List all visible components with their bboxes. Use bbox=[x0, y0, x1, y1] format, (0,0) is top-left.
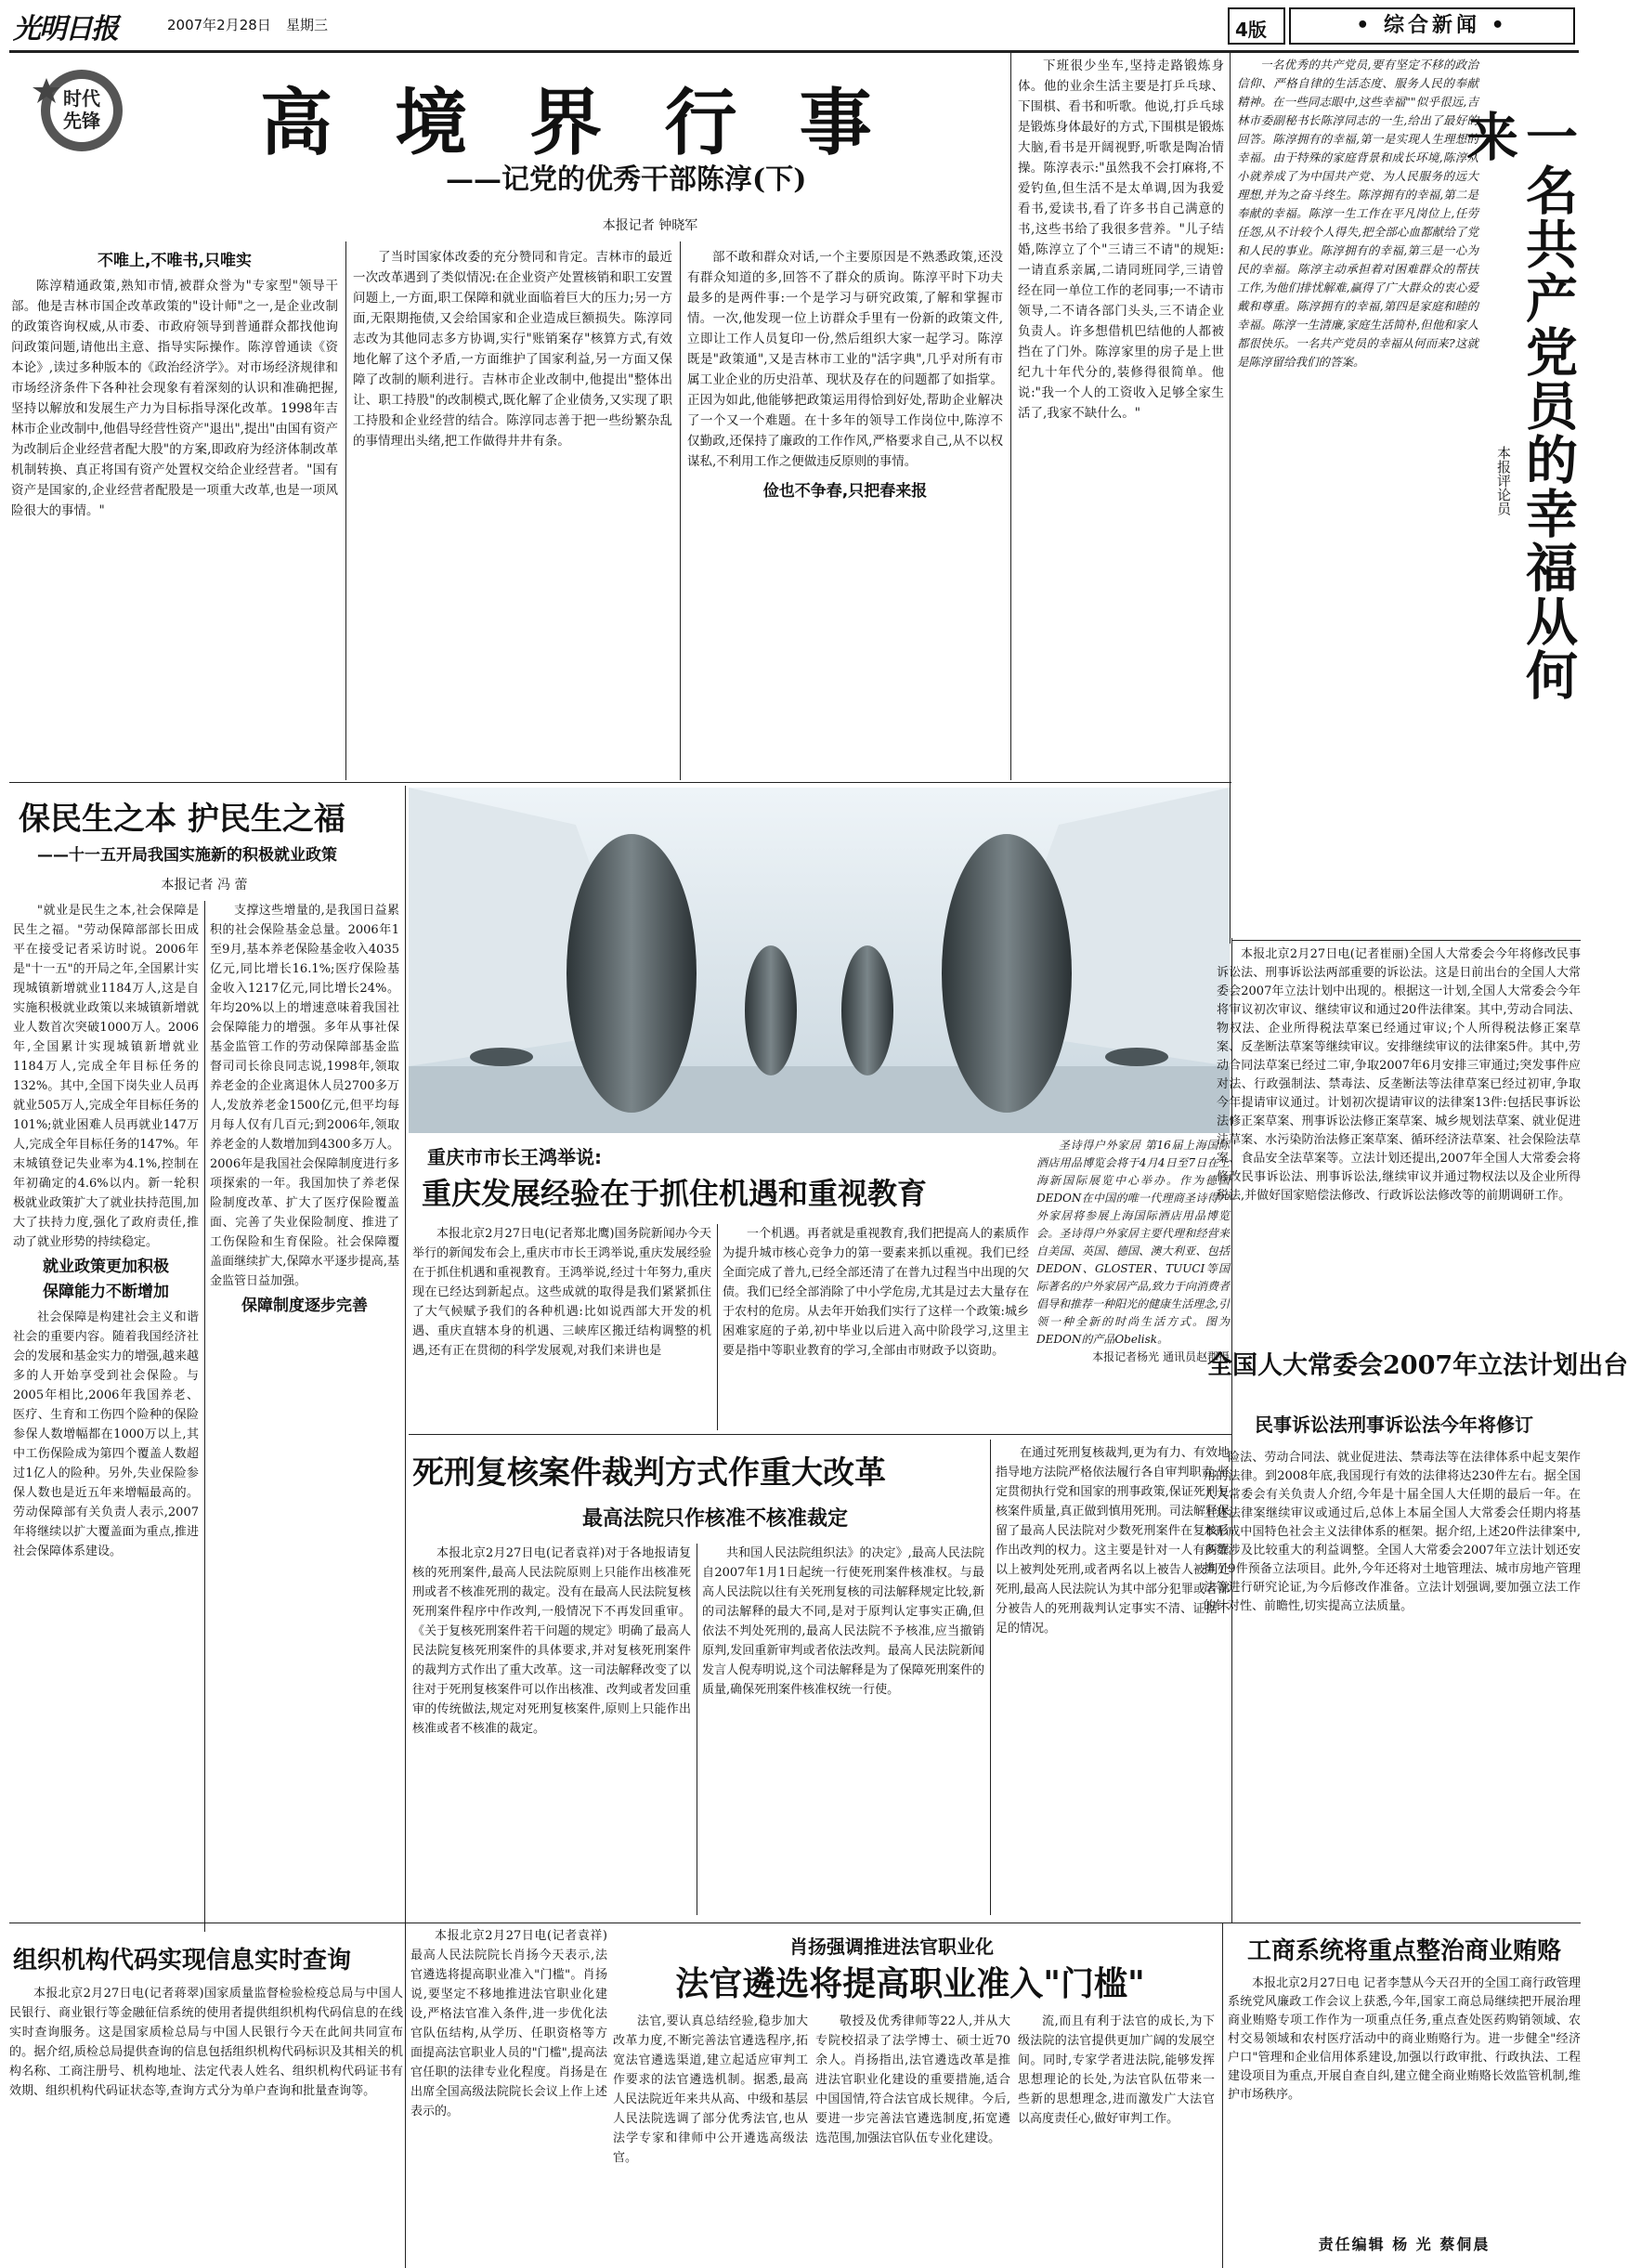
paper-name: 光明日报 bbox=[13, 13, 117, 46]
death-penalty-col-2-text: 共和国人民法院组织法》的决定》,最高人民法院自2007年1月1日起统一行使死刑案件核准权。与最高人民法院以往有关死刑复核的司法解释规定比较,新的司法解释的最大不同,是对于原判认定事实正确,但依法不判处死刑的,最高人民法院不予核准,应当撤销原判,发回重新审判或者依法改判。最高人民法院新闻发言人倪寿明说,这个司法解释是为了保障死刑案件的质量,确保死刑案件核准权统一行使。 bbox=[702, 1546, 984, 1697]
org-code-headline: 组织机构代码实现信息实时查询 bbox=[13, 1947, 352, 1975]
death-penalty-story bbox=[409, 1440, 1231, 1919]
commentary-text: 一名优秀的共产党员,要有坚定不移的政治信仰、严格自律的生活态度、服务人民的奉献精神。在一些同志眼中,这些幸福""似乎很远,吉林市委副秘书长陈淳同志的一生,给出了最好的回答。陈淳拥有的幸福,第一是实现人生理想的幸福。由于特殊的家庭背景和成长环境,陈淳从小就养成了为中国共产党、为人民服务的远大理想,并为之奋斗终生。陈淳拥有的幸福,第二是奉献的幸福。陈淳一生工作在平凡岗位上,任劳任怨,从不计较个人得失,把全部心血都献给了党和人民的事业。陈淳拥有的幸福,第三是一心为民的幸福。陈淳主动承担着对困难群众的帮扶工作,为他们排忧解难,赢得了广大群众的衷心爱戴和尊重。陈淳拥有的幸福,第四是家庭和睦的幸福。陈淳一生清廉,家庭生活简朴,但他和家人都很快乐。一名共产党员的幸福从何而来?这就是陈淳留给我们的答案。 bbox=[1237, 58, 1478, 369]
employment-story bbox=[9, 786, 401, 1937]
lead-subheadline: ——记党的优秀干部陈淳(下) bbox=[446, 163, 807, 196]
employment-subhead-1: 就业政策更加积极 bbox=[43, 1258, 169, 1276]
lead-subhead-1: 不唯上,不唯书,只唯实 bbox=[98, 252, 252, 270]
commentary-bottom-rule bbox=[1231, 940, 1581, 941]
legislation-subheadline: 民事诉讼法刑事诉讼法今年将修订 bbox=[1255, 1414, 1533, 1436]
employment-col-3-text: 社会保障是构建社会主义和谐社会的重要内容。随着我国经济社会的发展和基金实力的增强,越来越多的人开始享受到社会保险。与2005年相比,2006年我国养老、医疗、生育和工伤四个险种的保险参保人数增幅都在1000万以上,其中工伤保险成为第四个覆盖人数超过1亿人的险种。另外,失业保险参保人数也是近五年来增幅最高的。劳动保障部有关负责人表示,2007年将继续以扩大覆盖面为重点,推进社会保障体系建设。 bbox=[13, 1310, 199, 1558]
org-code-body bbox=[9, 1984, 403, 2262]
lead-col-1 bbox=[11, 241, 338, 780]
obelisk-photo-image bbox=[409, 788, 1230, 1133]
legislation-top-text: 本报北京2月27日电(记者崔丽)全国人大常委会今年将修改民事诉讼法、刑事诉讼法两部重要的诉讼法。这是日前出台的全国人大常委会2007年立法计划中出现的。根据这一计划,全国人大常委会今年将审议初次审议、继续审议和通过20件法律案。其中,劳动合同法、物权法、企业所得税法草案已经通过审议;个人所得税法修正案草案、反垄断法草案等继续审议。安排继续审议的法律案5件。其中,劳动合同法草案已经过二审,争取2007年6月安排三审通过;突发事件应对法、行政强制法、禁毒法、反垄断法等法律草案已经过初审,争取今年提请审议通过。计划初次提请审议的法律案13件:包括民事诉讼法修正案草案、刑事诉讼法修正案草案、城乡规划法草案、就业促进法草案、水污染防治法修正案草案、循环经济法草案、社会保险法草案、食品安全法草案等。立法计划还提出,2007年全国人大常委会将修改民事诉讼法、刑事诉讼法,继续审议并通过物权法以及企业所得税法,并做好国家赔偿法修改、行政诉讼法修改等的前期调研工作。 bbox=[1217, 947, 1581, 1203]
legislation-bottom-text: 险法、劳动合同法、就业促进法、禁毒法等在法律体系中起支架作用的法律。到2008年底,我国现行有效的法律将达230件左右。据全国人大常委会有关负责人介绍,今年是十届全国人大任期的最后一年。在上述法律案继续审议或通过后,总体上本届全国人大常委会任期内将基本形成中国特色社会主义法律体系的框架。据介绍,上述20件法律案中,多数涉及比较重大的利益调整。全国人大常委会2007年立法计划还安排了9件预备立法项目。此外,今年还将对土地管理法、城市房地产管理法等进行研究论证,为今后修改作准备。立法计划强调,要加强立法工作的针对性、前瞻性,切实提高立法质量。 bbox=[1204, 1451, 1581, 1613]
responsible-editors: 责任编辑 杨 光 蔡侗晨 bbox=[1318, 2235, 1491, 2253]
lead-divider-1 bbox=[345, 241, 346, 780]
chongqing-col-1-text: 本报北京2月27日电(记者郑北鹰)国务院新闻办今天举行的新闻发布会上,重庆市市长王鸿举说,重庆发展经验在于抓住机遇和重视教育。王鸿举说,经过十年努力,重庆现在已经达到新起点。这些成就的取得是我们紧紧抓住了大气候赋予我们的各种机遇:比如说西部大开发的机遇、重庆直辖本身的机遇、三峡库区搬迁结构调整的机遇,还有正在贯彻的科学发展观,对我们来讲也是 bbox=[412, 1227, 711, 1358]
death-penalty-col-1 bbox=[412, 1544, 691, 1915]
lead-col-4 bbox=[1018, 56, 1224, 780]
lead-col-3-text: 部不敢和群众对话,一个主要原因是不熟悉政策,还没有群众知道的多,回答不了群众的质询。陈淳平时下功夫最多的是两件事:一个是学习与研究政策,了解和掌握市情。一次,他发现一位上访群众手里有一份新的政策文件,立即让工作人员复印一份,然后组织大家一起学习。陈淳既是"政策通",又是吉林市工业的"活字典",几乎对所有市属工业企业的历史沿革、现状及存在的问题都了如指掌。正因为如此,他能够把政策运用得恰到好处,帮助企业解决了一个又一个难题。在十多年的领导工作岗位中,陈淳不仅勤政,还保持了廉政的工作作风,严格要求自己,从不以权谋私,不利用工作之便做违反原则的事情。 bbox=[687, 250, 1003, 469]
legislation-top bbox=[1217, 945, 1581, 1321]
page-number: 4版 bbox=[1235, 19, 1267, 41]
lead-divider-3 bbox=[1010, 52, 1011, 780]
chongqing-col-2-text: 一个机遇。再者就是重视教育,我们把提高人的素质作为提升城市核心竞争力的第一要素来抓以重视。我们已经全面完成了普九,已经全部还清了在普九过程当中出现的欠债。我们已经全部消除了中小学危房,尤其是过去大量存在于农村的危房。从去年开始我们实行了这样一个政策:城乡困难家庭的子弟,初中毕业以后进入高中阶段学习,这里主要是指中等职业教育的学习,全部由市财政予以资助。 bbox=[723, 1227, 1029, 1358]
lead-col-4-text: 下班很少坐车,坚持走路锻炼身体。他的业余生活主要是打乒乓球、下围棋、看书和听歌。他说,打乒乓球是锻炼身体最好的方式,下围棋是锻炼大脑,看书是开阔视野,听歌是陶冶情操。陈淳表示:"虽然我不会打麻将,不爱钓鱼,但生活不是太单调,因为我爱看书,爱读书,看了许多书自己满意的书,这些书给了我很多营养。"儿子结婚,陈淳立了个"三请三不请"的规矩:一请直系亲属,二请同班同学,三请曾经在同一单位工作的老同事;一不请市领导,二不请各部门头头,三不请企业负责人。许多想借机巴结他的人都被挡在了门外。陈淳家里的房子是上世纪九十年代分的,装修得很简单。他说:"我一个人的工资收入足够全家生活了,我家不缺什么。" bbox=[1018, 59, 1224, 421]
lead-col-3 bbox=[687, 247, 1003, 780]
judges-kicker: 肖扬强调推进法官职业化 bbox=[789, 1936, 994, 1958]
judges-col-4 bbox=[1018, 2012, 1215, 2264]
lead-divider-2 bbox=[680, 241, 681, 780]
issue-date: 2007年2月28日 bbox=[167, 17, 271, 33]
employment-col-1-text: "就业是民生之本,社会保障是民生之福。"劳动保障部部长田成平在接受记者采访时说。2006年是"十一五"的开局之年,全国累计实现城镇新增就业1184万人,这是自实施积极就业政策以来城镇新增就业人数首次突破1000万人。2006年,全国累计实现城镇新增就业1184万人,完成全年目标任务的132%。其中,全国下岗失业人员再就业505万人,完成全年目标任务的101%;就业困难人员再就业147万人,完成全年目标任务的147%。年末城镇登记失业率为4.1%,控制在年初确定的4.6%以内。新一轮积极就业政策扩大了就业扶持范围,加大了扶持力度,强化了政府责任,推动了就业形势的持续稳定。 bbox=[13, 904, 199, 1249]
judges-col-4-text: 流,而且有利于法官的成长,为下级法院的法官提供更加广阔的发展空间。同时,专家学者进法院,能够发挥思想理论的长处,为法官队伍带来一些新的思想理念,进而激发广大法官以高度责任心,做好审判工作。 bbox=[1018, 2014, 1215, 2126]
lead-col-1-text: 陈淳精通政策,熟知市情,被群众誉为"专家型"领导干部。他是吉林市国企改革政策的"设计师"之一,是企业改制的政策咨询权威,从市委、市政府领导到普通群众都找他询问政策问题,请他出主意、指导实际操作。陈淳曾通读《资本论》,读过多种版本的《政治经济学》。对市场经济规律和市场经济条件下各种社会现象有着深刻的认识和准确把握,坚持以解放和发展生产力为目标指导深化改革。1998年吉林市企业改制中,他倡导经营性资产"退出",提出"由国有资产为改制后企业经营者配大股"的方案,即政府为经济体制改革机制转换、真正将国有资产处置权交给企业经营者。"国有资产是国家的,企业经营者配股是一项重大改革,也是一项风险很大的事情。" bbox=[11, 279, 338, 518]
chongqing-divider bbox=[717, 1224, 718, 1430]
commentary-body bbox=[1237, 56, 1478, 929]
judges-col-1-text: 本报北京2月27日电(记者袁祥)最高人民法院院长肖扬今天表示,法官遴选将提高职业准入"门槛"。肖扬说,要坚定不移地推进法官职业化建设,严格法官准入条件,进一步优化法官队伍结构,从学历、任职资格等方面提高法官职业人员的"门槛",提高法官任职的法律专业化程度。肖扬是在出席全国高级法院院长会议上作上述表示的。 bbox=[410, 1929, 607, 2118]
employment-headline: 保民生之本 护民生之福 bbox=[19, 801, 345, 838]
judges-col-1 bbox=[410, 1926, 607, 2264]
employment-subhead-2: 保障能力不断增加 bbox=[43, 1283, 169, 1301]
commentary-title: 一名共产党员的幸福从何来 bbox=[1458, 110, 1578, 702]
masthead bbox=[0, 0, 1586, 52]
bribery-text: 本报北京2月27日电 记者李慧从今天召开的全国工商行政管理系统党风廉政工作会议上获悉,今年,国家工商总局继续把开展治理商业贿赂专项工作作为一项重点任务,重点查处医药购销领域、农村交易领域和农村医疗活动中的商业贿赂行为。进一步健全"经济户口"管理和企业信用体系建设,加强以行政审批、行政执法、工程建设项目为重点,开展自查自纠,建立健全商业贿赂长效监管机制,维护市场秩序。 bbox=[1228, 1976, 1581, 2102]
bribery-headline: 工商系统将重点整治商业贿赂 bbox=[1246, 1937, 1561, 1965]
lead-divider-4 bbox=[1230, 52, 1231, 944]
photo-caption-text: 圣诗得户外家居 第16届上海国际酒店用品博览会将于4月4日至7日在上海新国际展览中心举办。作为德国DEDON在中国的唯一代理商圣诗得户外家居将参展上海国际酒店用品博览会。圣诗得户外家居主要代理和经营来自美国、英国、德国、澳大利亚、包括DEDON、GLOSTER、TUUCI等国际著名的户外家居产品,致力于向消费者倡导和推荐一种阳光的健康生活理念,引领一种全新的时尚生活方式。图为DEDON的产品Obelisk。 bbox=[1036, 1139, 1230, 1346]
photo-caption bbox=[1036, 1137, 1230, 1406]
lead-col-2-text: 了当时国家体改委的充分赞同和肯定。吉林市的最近一次改革遇到了类似情况:在企业资产处置核销和职工安置问题上,一方面,职工保障和就业面临着巨大的压力;另一方面,无限期拖债,又会给国家和企业造成巨额损失。陈淳同志改为其他同志多方协调,实行"账销案存"核算方式,有效地化解了这个矛盾,一方面维护了国家利益,另一方面又保障了改制的顺利进行。吉林市企业改制中,他提出"整体出让、职工持股"的改制模式,既化解了企业债务,又实现了职工持股和企业经营的结合。陈淳同志善于把一些纷繁杂乱的事情理出头绪,把工作做得井井有条。 bbox=[353, 250, 672, 449]
death-penalty-headline: 死刑复核案件裁判方式作重大改革 bbox=[412, 1454, 886, 1492]
badge-text: 时代先锋 bbox=[63, 87, 100, 132]
chongqing-kicker: 重庆市市长王鸿举说: bbox=[427, 1146, 602, 1168]
employment-col-2-text: 支撑这些增量的,是我国日益累积的社会保险基金总量。2006年1至9月,基本养老保险基金收入4035亿元,同比增长16.1%;医疗保险基金收入1217亿元,同比增长24%。年均20%以上的增速意味着我国社会保障能力的增强。多年从事社保基金监管工作的劳动保障部基金监督司司长徐良同志说,1998年,领取养老金的企业离退休人员2700多万人,发放养老金1500亿元,但平均每月每人仅有几百元;到2006年,领取养老金的人数增加到4300多万人。2006年是我国社会保障制度进行多项探索的一年。我国加快了养老保险制度改革、扩大了医疗保险覆盖面、完善了失业保险制度、推进了工伤保险和生育保险。社会保障覆盖面继续扩大,保障水平逐步提高,基金监管日益加强。 bbox=[210, 904, 399, 1288]
commentary bbox=[1237, 56, 1581, 938]
employment-col-2 bbox=[210, 901, 399, 1932]
photo-credit: 本报记者杨光 通讯员赵郡摄 bbox=[1092, 1350, 1230, 1363]
judges-headline: 法官遴选将提高职业准入"门槛" bbox=[675, 1964, 1145, 2003]
section-name: • 综合新闻 • bbox=[1289, 7, 1575, 45]
judges-col-2-text: 法官,要认真总结经验,稳步加大改革力度,不断完善法官遴选程序,拓宽法官遴选渠道,建立起适应审判工作要求的法官遴选机制。据悉,最高人民法院近年来共从高、中级和基层人民法院选调了部分优秀法官,也从法学专家和律师中公开遴选高级法官。 bbox=[613, 2014, 808, 2165]
employment-subheadline: ——十一五开局我国实施新的积极就业政策 bbox=[37, 846, 337, 865]
lead-subhead-2: 俭也不争春,只把春来报 bbox=[762, 482, 928, 501]
death-penalty-divider-2 bbox=[990, 1440, 991, 1915]
lead-byline: 本报记者 钟晓军 bbox=[602, 218, 698, 233]
legislation-bottom bbox=[1204, 1449, 1581, 1923]
judges-col-2 bbox=[613, 2012, 808, 2264]
employment-subhead-3: 保障制度逐步完善 bbox=[241, 1297, 368, 1315]
chongqing-headline: 重庆发展经验在于抓住机遇和重视教育 bbox=[422, 1176, 928, 1211]
org-code-text: 本报北京2月27日电(记者蒋翠)国家质量监督检验检疫总局与中国人民银行、商业银行等金融征信系统的使用者提供组织机构代码信息的在线实时查询服务。这是国家质检总局与中国人民银行今天在此间共同宣布的。据介绍,质检总局提供查询的信息包括组织机构代码标识及其相关的机构名称、工商注册号、机构地址、法定代表人姓名、组织机构代码证书有效期、组织机构代码证状态等,查询方式分为单户查询和批量查询等。 bbox=[9, 1987, 403, 2098]
employment-byline: 本报记者 冯 蕾 bbox=[161, 878, 248, 893]
lead-headline: 高 境 界 行 事 bbox=[260, 81, 891, 165]
issue-weekday: 星期三 bbox=[286, 17, 329, 33]
chongqing-story bbox=[409, 1135, 1033, 1432]
bribery-body bbox=[1228, 1975, 1581, 2218]
judges-right-rule bbox=[1222, 1923, 1223, 2268]
commentary-tag: 本报评论员 bbox=[1495, 446, 1512, 515]
employment-col-1 bbox=[13, 901, 199, 1932]
chongqing-bottom-rule bbox=[409, 1434, 1231, 1435]
feature-photo bbox=[409, 788, 1230, 1133]
era-pioneer-badge bbox=[28, 59, 130, 162]
lead-bottom-rule bbox=[9, 782, 1231, 783]
death-penalty-subheadline: 最高法院只作核准不核准裁定 bbox=[581, 1507, 848, 1531]
judges-col-3 bbox=[815, 2012, 1010, 2264]
chongqing-col-1 bbox=[412, 1224, 711, 1430]
org-code-right-rule bbox=[405, 1923, 406, 2268]
employment-right-rule bbox=[405, 786, 406, 1937]
chongqing-col-2 bbox=[723, 1224, 1029, 1430]
lead-col-2 bbox=[353, 247, 672, 780]
death-penalty-col-3-text: 在通过死刑复核裁判,更为有力、有效地指导地方法院严格依法履行各自审判职责;坚定贯彻执行党和国家的刑事政策,保证死刑复核案件质量,真正做到慎用死刑。司法解释保留了最高人民法院对少数死刑案件在复核后作出改判的权力。这主要是针对一人有两罪以上被判处死刑,或者两名以上被告人被判处死刑,最高人民法院认为其中部分犯罪或者部分被告人的死刑裁判认定事实不清、证据不足的情况。 bbox=[996, 1446, 1230, 1636]
death-penalty-col-3 bbox=[996, 1443, 1230, 1915]
employment-divider bbox=[204, 901, 205, 1932]
judges-col-3-text: 敬授及优秀律师等22人,并从大专院校招录了法学博士、硕士近70余人。肖扬指出,法官遴选改革是推进法官职业化建设的重要措施,适合中国国情,符合法官成长规律。今后,要进一步完善法官遴选制度,拓宽遴选范围,加强法官队伍专业化建设。 bbox=[815, 2014, 1010, 2145]
death-penalty-col-1-text: 本报北京2月27日电(记者袁祥)对于各地报请复核的死刑案件,最高人民法院原则上只能作出核准死刑或者不核准死刑的裁定。没有在最高人民法院复核死刑案件程序中作改判,一般情况下不再发回重审。《关于复核死刑案件若干问题的规定》明确了最高人民法院复核死刑案件的具体要求,并对复核死刑案件的裁判方式作出了重大改革。这一司法解释改变了以往对于死刑复核案件可以作出核准、改判或者发回重审的传统做法,规定对死刑复核案件,原则上只能作出核准或者不核准的裁定。 bbox=[412, 1546, 691, 1736]
legislation-headline: 全国人大常委会2007年立法计划出台 bbox=[1207, 1351, 1628, 1380]
death-penalty-col-2 bbox=[702, 1544, 984, 1915]
masthead-rule bbox=[9, 50, 1579, 53]
